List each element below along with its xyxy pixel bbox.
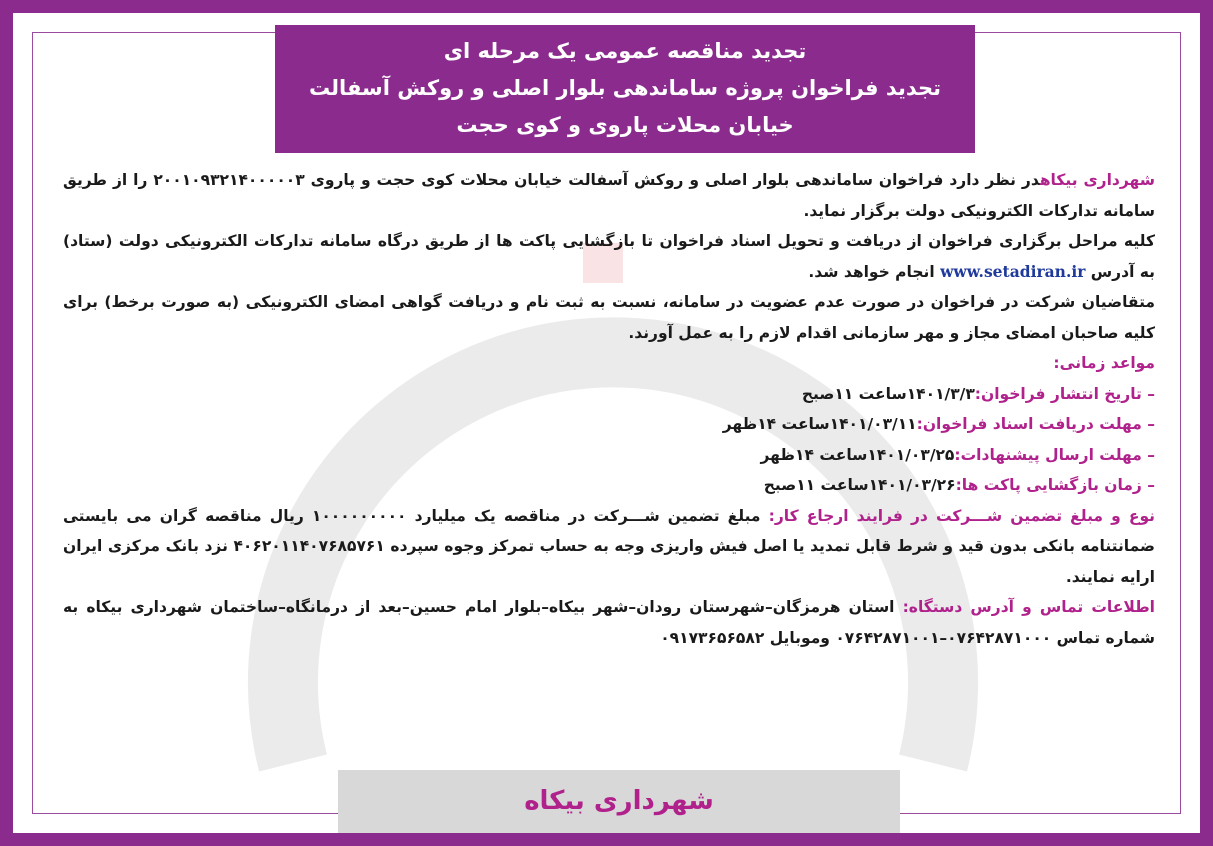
guarantee-text: مبلغ تضمین شـــرکت در مناقصه یک میلیارد ۱۰۰۰۰۰۰۰۰۰ ریال مناقصه گران می بایستی ضمانتنامه بانکی بدون قید و شرط قابل تمدید یا اصل فیش واریزی وجه به حساب تمرکز وجوه سپرده ۴۰۶۲۰۱۱۴۰۷۶۸۵۷۶۱ نزد بانک مرکزی ایران ارایه نمایند. xyxy=(63,506,1155,586)
schedule-value: ۱۴۰۱/۰۳/۲۵ساعت ۱۴ظهر xyxy=(760,445,955,464)
intro-org-name: شهرداری بیکاه xyxy=(1039,171,1155,189)
schedule-label: – زمان بازگشایی پاکت ها: xyxy=(955,476,1155,494)
notice-body xyxy=(63,165,1155,653)
setad-url-link[interactable]: www.setadiran.ir xyxy=(940,261,1086,281)
schedule-value: ۱۴۰۱/۳/۳ساعت ۱۱صبح xyxy=(801,384,975,403)
schedule-value: ۱۴۰۱/۰۳/۱۱ساعت ۱۴ظهر xyxy=(722,415,917,433)
contact-paragraph xyxy=(63,592,1155,653)
schedule-label: – مهلت دریافت اسناد فراخوان: xyxy=(916,415,1155,433)
header-title-line-2: تجدید فراخوان پروژه ساماندهی بلوار اصلی و روکش آسفالت xyxy=(308,76,942,100)
schedule-item xyxy=(63,379,1155,410)
header-title-line-3: خیابان محلات پاروی و کوی حجت xyxy=(456,113,794,137)
guarantee-paragraph xyxy=(63,501,1155,593)
process-text-end: انجام خواهد شد. xyxy=(808,262,935,281)
process-text: کلیه مراحل برگزاری فراخوان از دریافت و تحویل اسناد فراخوان تا بازگشایی پاکت ها از طریق درگاه سامانه تدارکات الکترونیکی دولت (ستاد) به آدرس xyxy=(63,232,1155,281)
header-title-line-1: تجدید مناقصه عمومی یک مرحله ای xyxy=(443,39,807,63)
schedule-item xyxy=(63,470,1155,501)
footer-org-name: شهرداری بیکاه xyxy=(524,786,714,816)
intro-text: در نظر دارد فراخوان ساماندهی بلوار اصلی و روکش آسفالت خیابان محلات کوی حجت و پاروی ۲۰۰۱۰۹۳۲۱۴۰۰۰۰۰۳ را از طریق سامانه تدارکات الکترونیکی دولت برگزار نماید. xyxy=(63,171,1155,220)
guarantee-label: نوع و مبلغ تضمین شـــرکت در فرایند ارجاع کار: xyxy=(768,506,1156,525)
notice-footer xyxy=(338,770,900,833)
schedule-value: ۱۴۰۱/۰۳/۲۶ساعت ۱۱صبح xyxy=(763,476,956,494)
intro-paragraph xyxy=(63,165,1155,226)
schedule-label: – تاریخ انتشار فراخوان: xyxy=(974,384,1155,403)
schedule-item xyxy=(63,440,1155,471)
process-paragraph xyxy=(63,226,1155,287)
schedule-item xyxy=(63,409,1155,440)
schedule-label: – مهلت ارسال پیشنهادات: xyxy=(954,445,1155,464)
contact-label: اطلاعات تماس و آدرس دستگاه: xyxy=(902,598,1155,616)
contact-text: استان هرمزگان–شهرستان رودان–شهر بیکاه–بلوار امام حسین–بعد از درمانگاه–ساختمان شهرداری بیکاه به شماره تماس ۰۷۶۴۲۸۷۱۰۰۰–۰۷۶۴۲۸۷۱۰۰۱ وموبایل ۰۹۱۷۳۶۵۶۵۸۲ xyxy=(63,598,1155,647)
notice-header xyxy=(275,25,975,153)
applicants-paragraph: متقاضیان شرکت در فراخوان در صورت عدم عضویت در سامانه، نسبت به ثبت نام و دریافت گواهی امضای الکترونیکی (به صورت برخط) برای کلیه صاحبان امضای مجاز و مهر سازمانی اقدام لازم را به عمل آورند. xyxy=(63,293,1155,342)
schedule-title: مواعد زمانی: xyxy=(1053,354,1155,372)
